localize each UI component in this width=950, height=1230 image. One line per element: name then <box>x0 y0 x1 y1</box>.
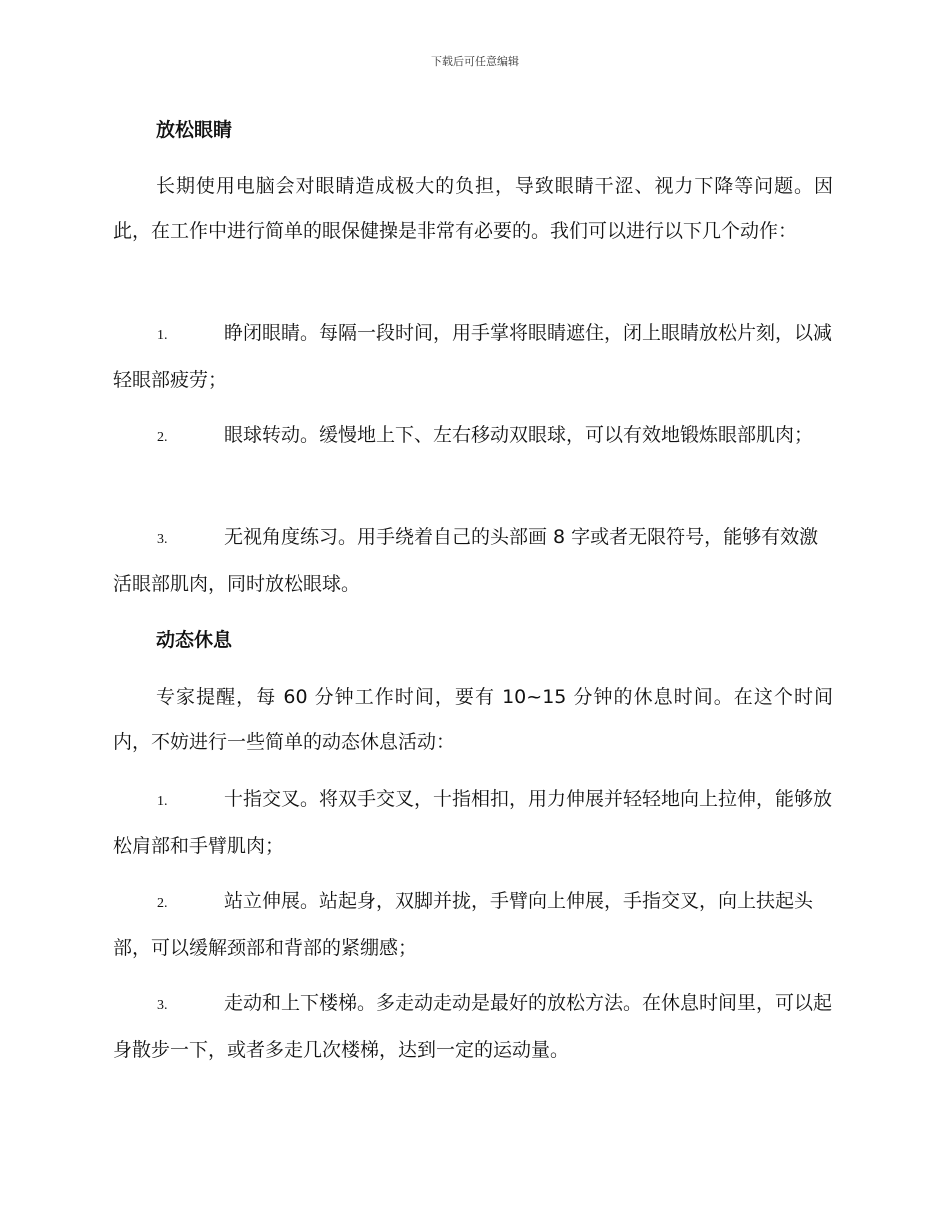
section-intro-dynamic-rest: 专家提醒，每 60 分钟工作时间，要有 10~15 分钟的休息时间。在这个时间内，不妨进行一些简单的动态休息活动： <box>113 686 833 753</box>
list-item-number: 2. <box>157 430 168 445</box>
list-item-text: 站立伸展。站起身，双脚并拢，手臂向上伸展，手指交叉，向上扶起头部，可以缓解颈部和背部的紧绷感； <box>113 890 814 959</box>
list-item <box>113 879 833 971</box>
list-item-number: 3. <box>157 532 168 547</box>
list-item <box>113 413 833 460</box>
list-item <box>113 777 833 869</box>
list-item-text: 无视角度练习。用手绕着自己的头部画 8 字或者无限符号，能够有效激活眼部肌肉，同时放松眼球。 <box>113 526 819 595</box>
section-intro-relax-eyes: 长期使用电脑会对眼睛造成极大的负担，导致眼睛干涩、视力下降等问题。因此，在工作中进行简单的眼保健操是非常有必要的。我们可以进行以下几个动作： <box>113 175 833 242</box>
list-item-text: 睁闭眼睛。每隔一段时间，用手掌将眼睛遮住，闭上眼睛放松片刻，以减轻眼部疲劳； <box>113 322 833 391</box>
list-item <box>113 981 833 1073</box>
section-title-relax-eyes: 放松眼睛 <box>156 119 233 141</box>
list-item-number: 1. <box>157 328 168 343</box>
list-item <box>113 311 833 403</box>
list-item-text: 眼球转动。缓慢地上下、左右移动双眼球，可以有效地锻炼眼部肌肉； <box>224 424 814 446</box>
list-item-number: 2. <box>157 896 168 911</box>
list-item-text: 十指交叉。将双手交叉，十指相扣，用力伸展并轻轻地向上拉伸，能够放松肩部和手臂肌肉； <box>113 788 833 857</box>
list-item <box>113 515 833 607</box>
section-title-dynamic-rest: 动态休息 <box>156 629 233 651</box>
list-item-number: 1. <box>157 794 168 809</box>
list-item-text: 走动和上下楼梯。多走动走动是最好的放松方法。在休息时间里，可以起身散步一下，或者多走几次楼梯，达到一定的运动量。 <box>113 992 833 1061</box>
list-item-number: 3. <box>157 998 168 1013</box>
header-note: 下载后可任意编辑 <box>431 55 519 68</box>
